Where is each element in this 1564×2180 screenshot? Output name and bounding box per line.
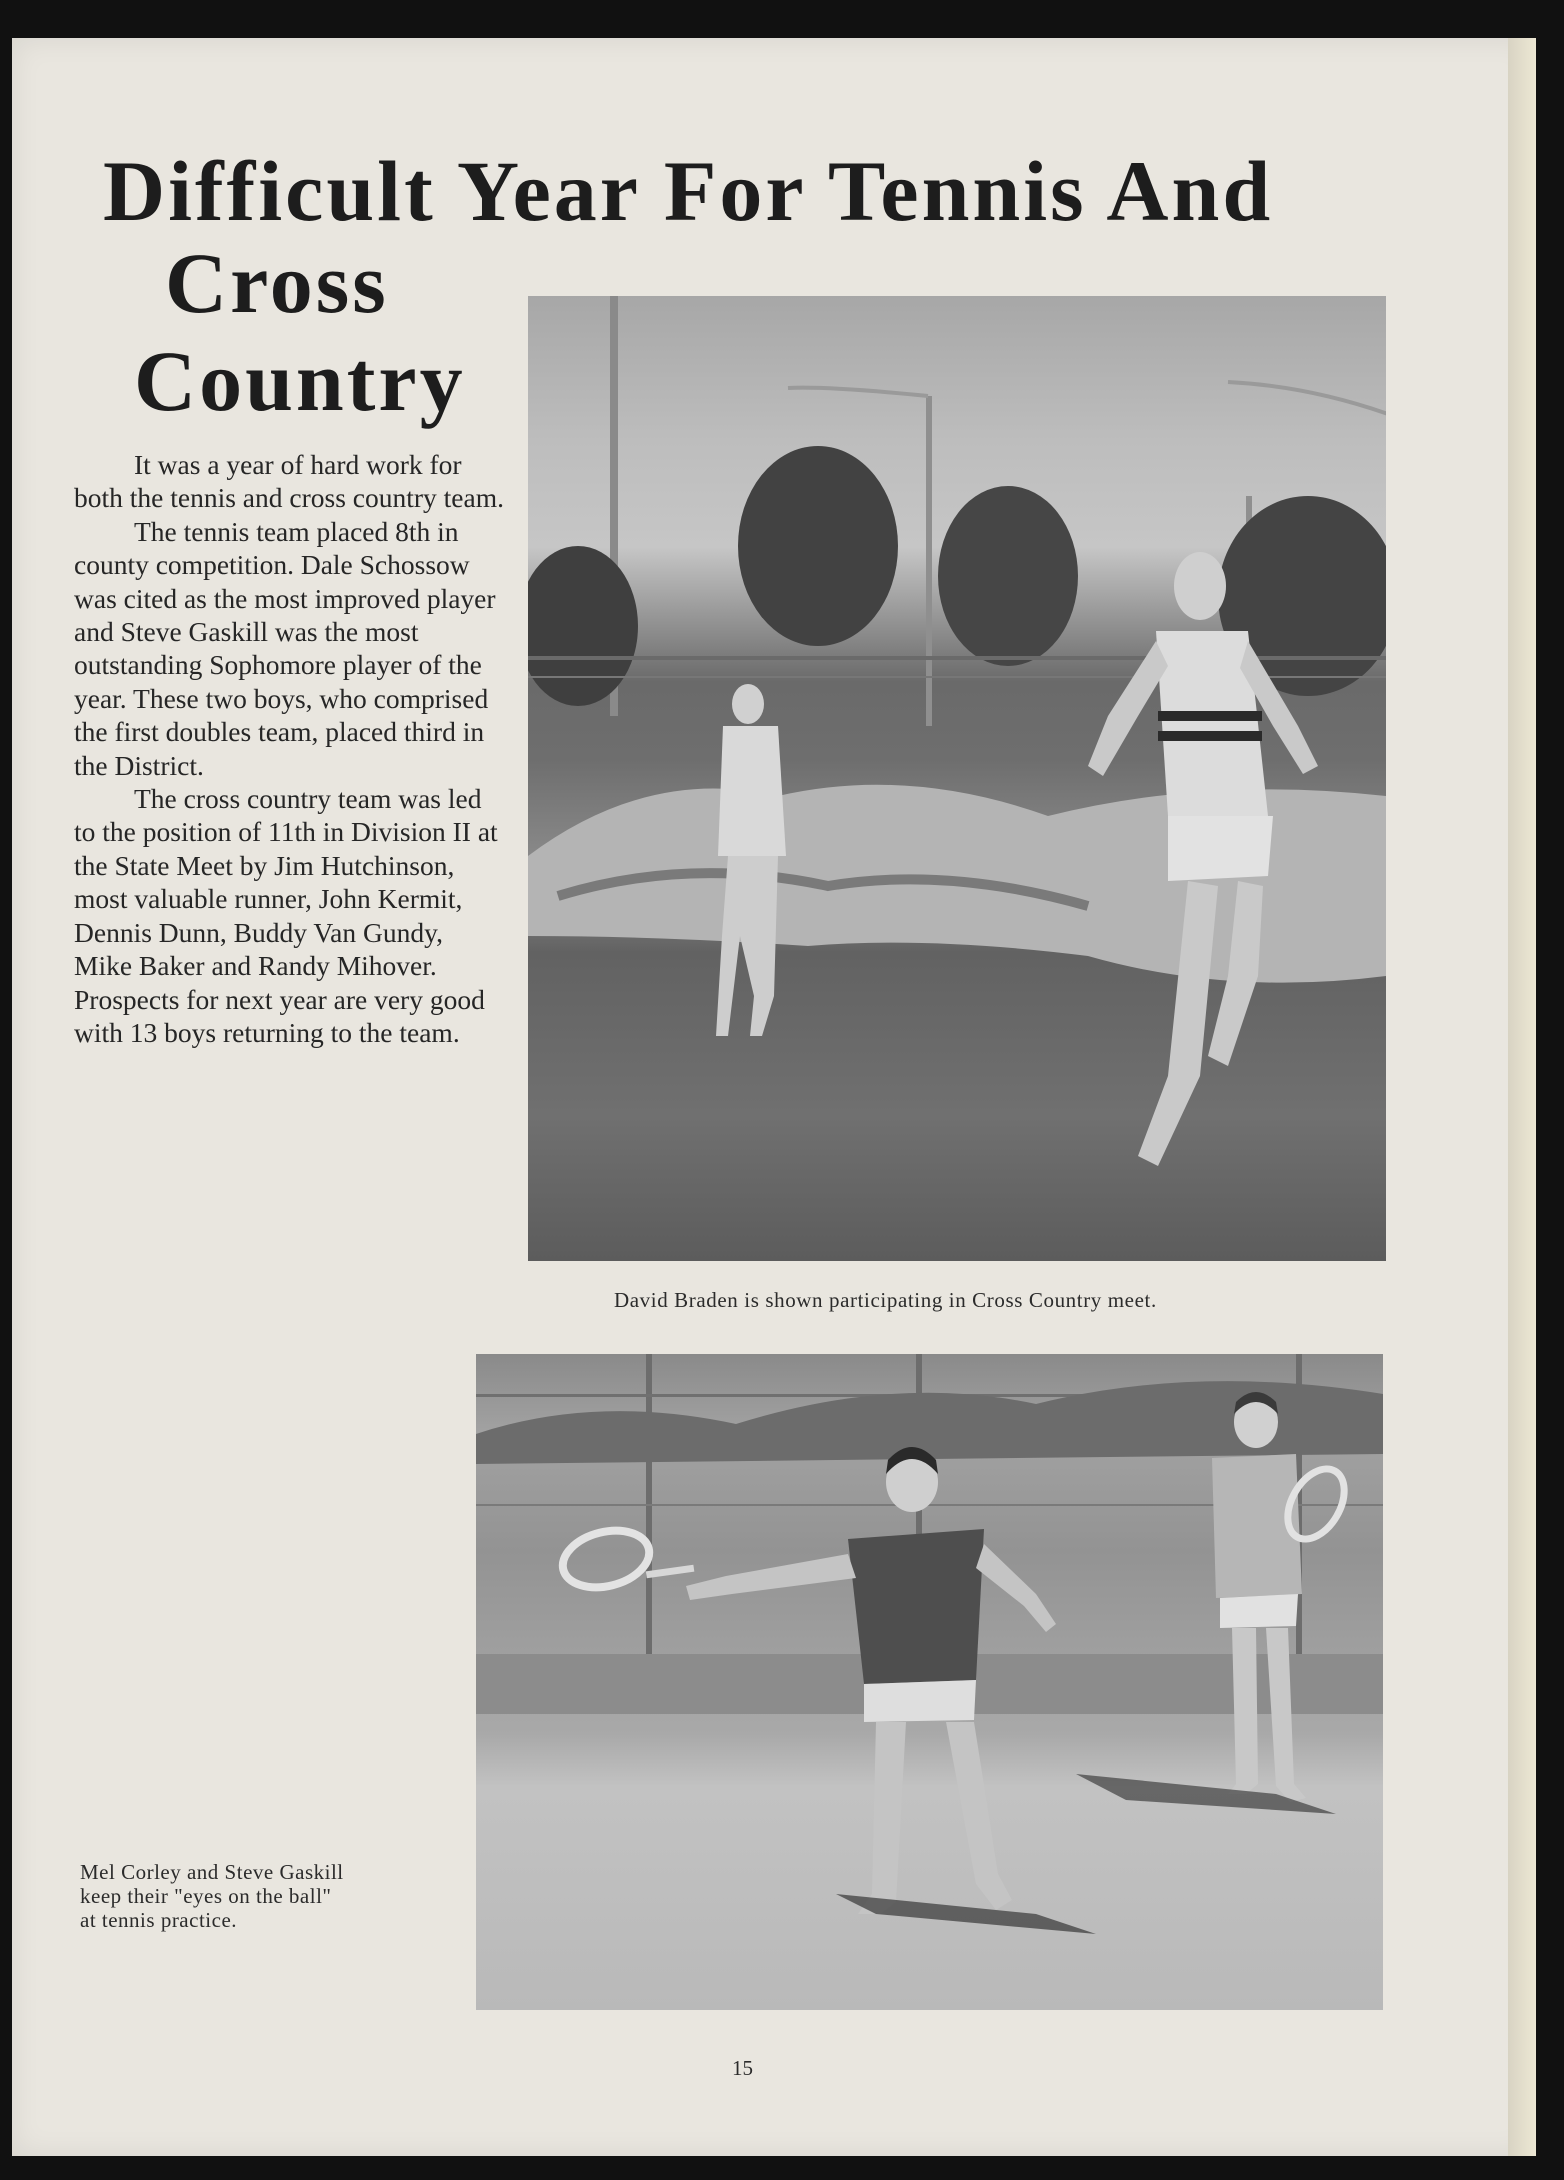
cross-country-caption: David Braden is shown participating in Cross Country meet. bbox=[614, 1288, 1157, 1312]
tennis-practice-caption bbox=[80, 1860, 480, 1932]
article-paragraph-3: The cross country team was led to the position of 11th in Division II at the State Meet by Jim Hutchinson, most valuable runner, John Kermit, Dennis Dunn, Buddy Van Gundy, Mike Baker and Randy Mihover. Prospects for next year are very good with 13 boys returning to the team. bbox=[74, 783, 498, 1048]
title-line-2: Cross bbox=[165, 235, 389, 331]
title-line-1: Difficult Year For Tennis And bbox=[103, 143, 1274, 239]
tennis-practice-photo bbox=[476, 1354, 1383, 2010]
tennis-caption-line-1: Mel Corley and Steve Gaskill bbox=[80, 1860, 344, 1884]
tennis-caption-line-3: at tennis practice. bbox=[80, 1908, 238, 1932]
title-line-3: Country bbox=[134, 333, 466, 429]
article-body bbox=[74, 448, 504, 1049]
article-paragraph-2: The tennis team placed 8th in county competition. Dale Schossow was cited as the most improved player and Steve Gaskill was the most outstanding Sophomore player of the year. These two boys, who comprised the first doubles team, placed third in the District. bbox=[74, 515, 496, 781]
tennis-practice-photo-art bbox=[476, 1354, 1383, 2010]
tennis-caption-line-2: keep their "eyes on the ball" bbox=[80, 1884, 332, 1908]
page-number: 15 bbox=[732, 2056, 753, 2080]
cross-country-photo bbox=[528, 296, 1386, 1261]
cross-country-photo-art bbox=[528, 296, 1386, 1261]
article-paragraph-1: It was a year of hard work for both the tennis and cross country team. bbox=[74, 449, 504, 514]
page-edge bbox=[1508, 38, 1536, 2156]
